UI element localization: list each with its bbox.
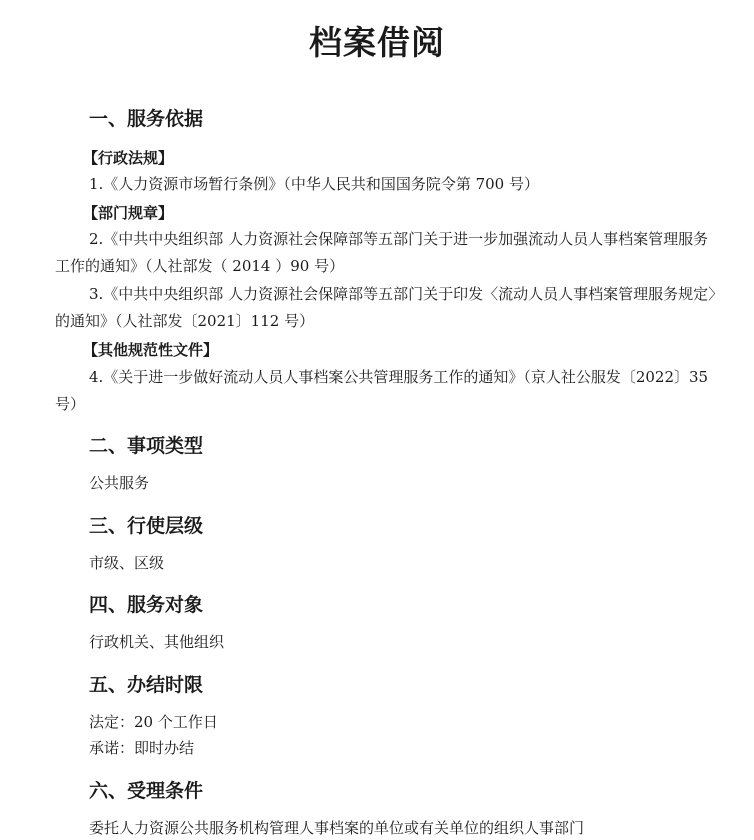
time-limit-statutory: 法定：20 个工作日 bbox=[89, 713, 218, 731]
section-heading-exercise-level: 三、行使层级 bbox=[89, 515, 204, 537]
category-other-docs: 【其他规范性文件】 bbox=[83, 341, 219, 359]
section-heading-service-target: 四、服务对象 bbox=[89, 594, 204, 616]
section-heading-matter-type: 二、事项类型 bbox=[89, 435, 204, 457]
section-heading-basis: 一、服务依据 bbox=[89, 108, 204, 130]
category-admin-regulations: 【行政法规】 bbox=[83, 149, 174, 167]
document-title: 档案借阅 bbox=[309, 23, 445, 62]
acceptance-conditions-value: 委托人力资源公共服务机构管理人事档案的单位或有关单位的组织人事部门 bbox=[89, 819, 585, 837]
basis-item-1: 1.《人力资源市场暂行条例》（中华人民共和国国务院令第 700 号） bbox=[89, 175, 539, 193]
time-limit-promised: 承诺：即时办结 bbox=[89, 739, 195, 757]
category-dept-rules: 【部门规章】 bbox=[83, 204, 174, 222]
service-target-value: 行政机关、其他组织 bbox=[89, 633, 225, 651]
exercise-level-value: 市级、区级 bbox=[89, 554, 165, 572]
matter-type-value: 公共服务 bbox=[89, 474, 150, 492]
basis-item-4: 4.《关于进一步做好流动人员人事档案公共管理服务工作的通知》（京人社公服发〔2022〕35 号） bbox=[55, 368, 709, 413]
section-heading-time-limit: 五、办结时限 bbox=[89, 674, 204, 696]
basis-item-2: 2.《中共中央组织部 人力资源社会保障部等五部门关于进一步加强流动人员人事档案管理服务工作的通知》（人社部发（ 2014 ）90 号） bbox=[55, 230, 709, 275]
basis-item-3: 3.《中共中央组织部 人力资源社会保障部等五部门关于印发〈流动人员人事档案管理服务规定〉的通知》（人社部发〔2021〕112 号） bbox=[55, 285, 716, 330]
section-heading-acceptance-conditions: 六、受理条件 bbox=[89, 780, 204, 802]
